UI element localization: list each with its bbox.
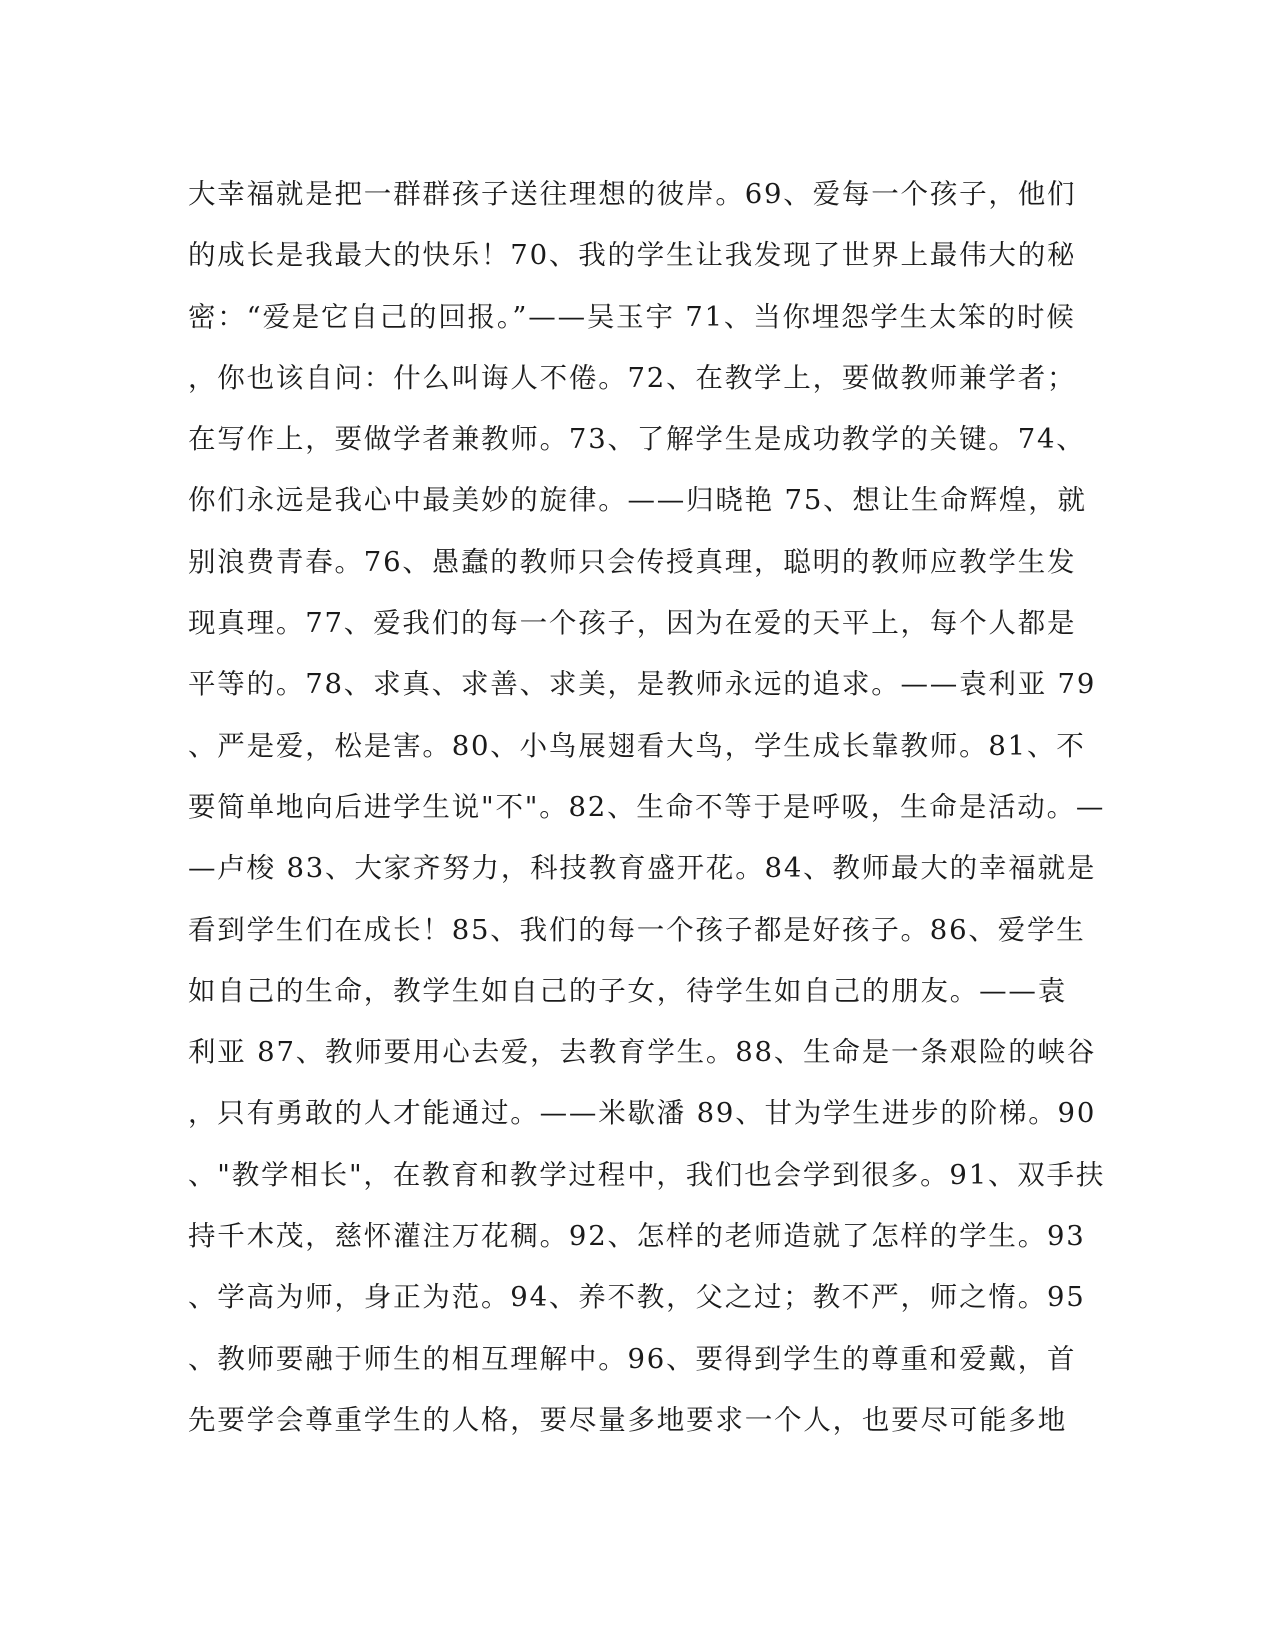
text-line: 平等的。78、求真、求善、求美，是教师永远的追求。——袁利亚 79 [188,668,1097,701]
body-text [188,164,1106,1451]
text-line: 密：“爱是它自己的回报。”——吴玉宇 71、当你埋怨学生太笨的时候 [188,300,1076,333]
text-line: —卢梭 83、大家齐努力，科技教育盛开花。84、教师最大的幸福就是 [188,852,1097,885]
text-line: 看到学生们在成长！85、我们的每一个孩子都是好孩子。86、爱学生 [188,913,1086,946]
text-line: 、"教学相长"，在教育和教学过程中，我们也会学到很多。91、双手扶 [188,1158,1106,1191]
text-line: 别浪费青春。76、愚蠢的教师只会传授真理，聪明的教师应教学生发 [188,545,1077,578]
text-line: ，你也该自问：什么叫诲人不倦。72、在教学上，要做教师兼学者； [188,361,1077,394]
text-line: 如自己的生命，教学生如自己的子女，待学生如自己的朋友。——袁 [188,974,1067,1007]
text-line: ，只有勇敢的人才能通过。——米歇潘 89、甘为学生进步的阶梯。90 [188,1097,1097,1130]
text-line: 的成长是我最大的快乐！70、我的学生让我发现了世界上最伟大的秘 [188,239,1077,272]
text-line: 、教师要融于师生的相互理解中。96、要得到学生的尊重和爱戴，首 [188,1342,1077,1375]
text-line: 、学高为师，身正为范。94、养不教，父之过；教不严，师之惰。95 [188,1281,1086,1314]
text-line: 你们永远是我心中最美妙的旋律。——归晓艳 75、想让生命辉煌，就 [188,484,1087,517]
text-line: 先要学会尊重学生的人格，要尽量多地要求一个人，也要尽可能多地 [188,1403,1067,1436]
text-line: 要简单地向后进学生说"不"。82、生命不等于是呼吸，生命是活动。— [188,790,1106,823]
text-line: 大幸福就是把一群群孩子送往理想的彼岸。69、爱每一个孩子，他们 [188,178,1077,210]
text-line: 在写作上，要做学者兼教师。73、了解学生是成功教学的关键。74、 [188,423,1086,456]
text-line: 持千木茂，慈怀灌注万花稠。92、怎样的老师造就了怎样的学生。93 [188,1220,1086,1253]
text-line: 、严是爱，松是害。80、小鸟展翅看大鸟，学生成长靠教师。81、不 [188,729,1086,762]
text-line: 利亚 87、教师要用心去爱，去教育学生。88、生命是一条艰险的峡谷 [188,1036,1097,1069]
text-line: 现真理。77、爱我们的每一个孩子，因为在爱的天平上，每个人都是 [188,607,1077,640]
